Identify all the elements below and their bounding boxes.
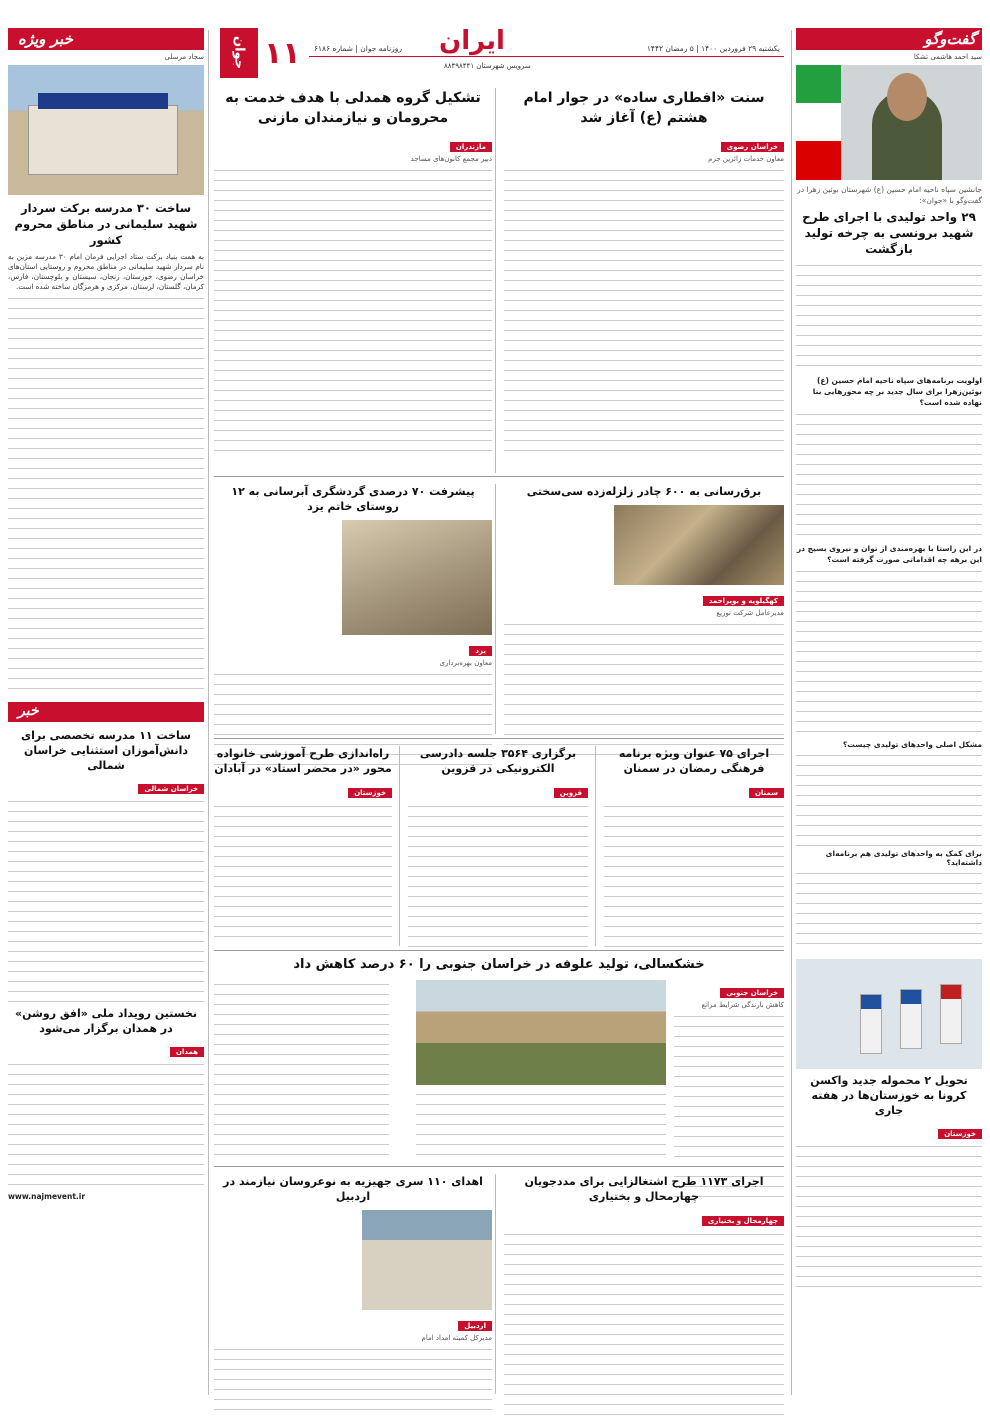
logo: جوان [220, 28, 258, 78]
portrait-photo [796, 65, 982, 180]
story-4-photo [342, 520, 492, 635]
tag-2: مازندران [450, 142, 492, 152]
question-1: اولویت برنامه‌های سپاه ناحیه امام حسین (ع) بوئین‌زهرا برای سال جدید بر چه محورهایی بنا نهاده شده است؟ [812, 376, 982, 407]
body-7 [214, 802, 392, 937]
tag-1: خراسان رضوی [721, 142, 784, 152]
section-title-main: ایران [439, 26, 505, 56]
by-1: معاون خدمات زائرین حرم [708, 155, 784, 163]
question-2: در این راستا با بهره‌مندی از توان و نیروی بسیج در این برهه چه اقداماتی صورت گرفته است؟ [796, 544, 982, 564]
headline-2: تشکیل گروه همدلی با هدف خدمت به محرومان و نیازمندان مازنی [225, 90, 481, 126]
khabar-label: خبر [18, 703, 39, 719]
body-left: به همت بنیاد برکت ستاد اجرایی فرمان امام ۳۰ مدرسه مزین به نام سردار شهید سلیمانی در مناطق محروم و روستایی استان‌های خراسان رضوی، خوزستان، زنجان، سیستان و بلوچستان، فارس، کرمان، گلستان، لرستان، مرکزی و هرمزگان ساخته شده است. [8, 252, 204, 291]
story-2 [214, 88, 492, 456]
story-6 [408, 746, 588, 947]
headline: ۲۹ واحد تولیدی با اجرای طرح شهید برونسی به چرخه تولید بازگشت [802, 210, 976, 256]
body-left-4 [8, 1060, 204, 1190]
tag-khorasan-shomali: خراسان شمالی [138, 784, 204, 794]
section-banner [796, 28, 982, 50]
section-title: گفت‌وگو [924, 30, 976, 48]
by-10: مدیرکل کمیته امداد امام [421, 1334, 492, 1342]
body-9 [504, 1230, 784, 1420]
body-text-6 [796, 1142, 982, 1292]
headline-6: برگزاری ۳۵۶۴ جلسه دادرسی الکترونیکی در قزوین [419, 747, 577, 775]
body-10 [214, 1345, 492, 1415]
body-left-3 [8, 797, 204, 1002]
tag-7: خوزستان [348, 788, 392, 798]
headline-left: ساخت ۳۰ مدرسه برکت سردار شهید سلیمانی در مناطق محروم کشور [14, 201, 198, 247]
headline-left-3: نخستین رویداد ملی «افق روشن» در همدان برگزار می‌شود [15, 1007, 197, 1035]
body-6 [408, 802, 588, 947]
issue-number: ۱۱ [264, 36, 301, 71]
story-7 [214, 746, 392, 937]
story-5 [604, 746, 784, 947]
body-text-2 [796, 410, 982, 540]
tag-10: اردبیل [458, 1321, 492, 1331]
vaccine-photo [796, 959, 982, 1069]
url-text[interactable]: www.najmevent.ir [8, 1192, 86, 1201]
story-10 [214, 1174, 492, 1415]
headline-4: پیشرفت ۷۰ درصدی گردشگری آبرسانی به ۱۲ روستای خاتم یزد [231, 485, 475, 513]
tag-khuzestan: خوزستان [938, 1129, 982, 1139]
body-text-4 [796, 751, 982, 846]
khabar-banner [8, 702, 204, 722]
by-2: دبیر مجمع کانون‌های مساجد [410, 155, 492, 163]
byline-left: سجاد مرسلی [164, 53, 204, 61]
drought-photo [416, 980, 666, 1085]
byline: سید احمد هاشمی تشکا [913, 53, 982, 61]
date-line: یکشنبه ۲۹ فروردین ۱۴۰۰ | ۵ رمضان ۱۴۴۲ [646, 44, 780, 53]
tag-4: یزد [469, 646, 492, 656]
story-8-side [674, 980, 784, 1202]
masthead [214, 28, 784, 78]
headline-3: برق‌رسانی به ۶۰۰ چادر زلزله‌زده سی‌سختی [526, 485, 762, 498]
body-2 [214, 166, 492, 456]
body-text-5 [796, 869, 982, 949]
main-content [214, 88, 784, 1398]
right-column [796, 0, 982, 1292]
tag-3: کهگیلویه و بویراحمد [703, 596, 784, 606]
question-4: برای کمک به واحدهای تولیدی هم برنامه‌ای داشته‌اید؟ [825, 849, 982, 867]
tag-5: سمنان [749, 788, 784, 798]
headline-2: تحویل ۲ محموله جدید واکسن کرونا به خوزستان‌ها در هفته جاری [810, 1074, 968, 1117]
headline-9: اجرای ۱۱۷۳ طرح اشتغالزایی برای مددجویان چهارمحال و بختیاری [524, 1175, 764, 1203]
story-3-photo [614, 505, 784, 585]
caption: جانشین سپاه ناحیه امام حسین (ع) شهرستان بوئین زهرا در گفت‌وگو با «جوان»: [797, 185, 982, 205]
by-4: معاون بهره‌برداری [439, 659, 492, 667]
tag-8: خراسان جنوبی [720, 988, 784, 998]
body-5 [604, 802, 784, 947]
tag-9: چهارمحال و بختیاری [702, 1216, 784, 1226]
headline-10: اهدای ۱۱۰ سری جهیزیه به نوعروسان نیازمند در اردبیل [223, 1175, 483, 1203]
left-column [8, 0, 204, 1201]
edition-line: روزنامه جوان | شماره ۶۱۸۶ [314, 44, 403, 53]
body-text [796, 261, 982, 371]
tag-6: قزوین [554, 788, 588, 798]
editor-line: سرویس شهرستان ۸۸۴۹۸۴۴۱ [444, 62, 531, 70]
body-8c [214, 980, 389, 1160]
story-4 [214, 484, 492, 770]
story-3 [504, 484, 784, 760]
body-left-2 [8, 294, 204, 694]
headline-left-2: ساخت ۱۱ مدرسه تخصصی برای دانش‌آموزان استثنایی خراسان شمالی [21, 729, 191, 772]
tag-hamedan: همدان [170, 1047, 204, 1057]
body-1 [504, 166, 784, 456]
by-3: مدیرعامل شرکت توزیع [716, 609, 784, 617]
school-photo [8, 65, 204, 195]
headline-1: سنت «افطاری ساده» در جوار امام هشتم (ع) آغاز شد [523, 90, 765, 126]
headline-5: اجرای ۷۵ عنوان ویژه برنامه فرهنگی رمضان در سمنان [618, 747, 770, 775]
section-banner-left [8, 28, 204, 50]
headline-8: خشکسالی، تولید علوفه در خراسان جنوبی را ۶۰ درصد کاهش داد [293, 957, 705, 972]
story-9 [504, 1174, 784, 1420]
story-8 [214, 956, 784, 974]
headline-7: راه‌اندازی طرح آموزشی خانواده محور «در محضر استاد» در آبادان [214, 747, 392, 775]
section-title-left: خبر ویژه [18, 30, 73, 48]
body-8b [416, 1090, 666, 1160]
story-10-photo [362, 1210, 492, 1310]
story-1 [504, 88, 784, 456]
body-text-3 [796, 567, 982, 737]
question-3: مشکل اصلی واحدهای تولیدی چیست؟ [842, 740, 982, 749]
body-3 [504, 620, 784, 760]
by-8: کاهش بارندگی شرایط مراتع [701, 1001, 784, 1009]
